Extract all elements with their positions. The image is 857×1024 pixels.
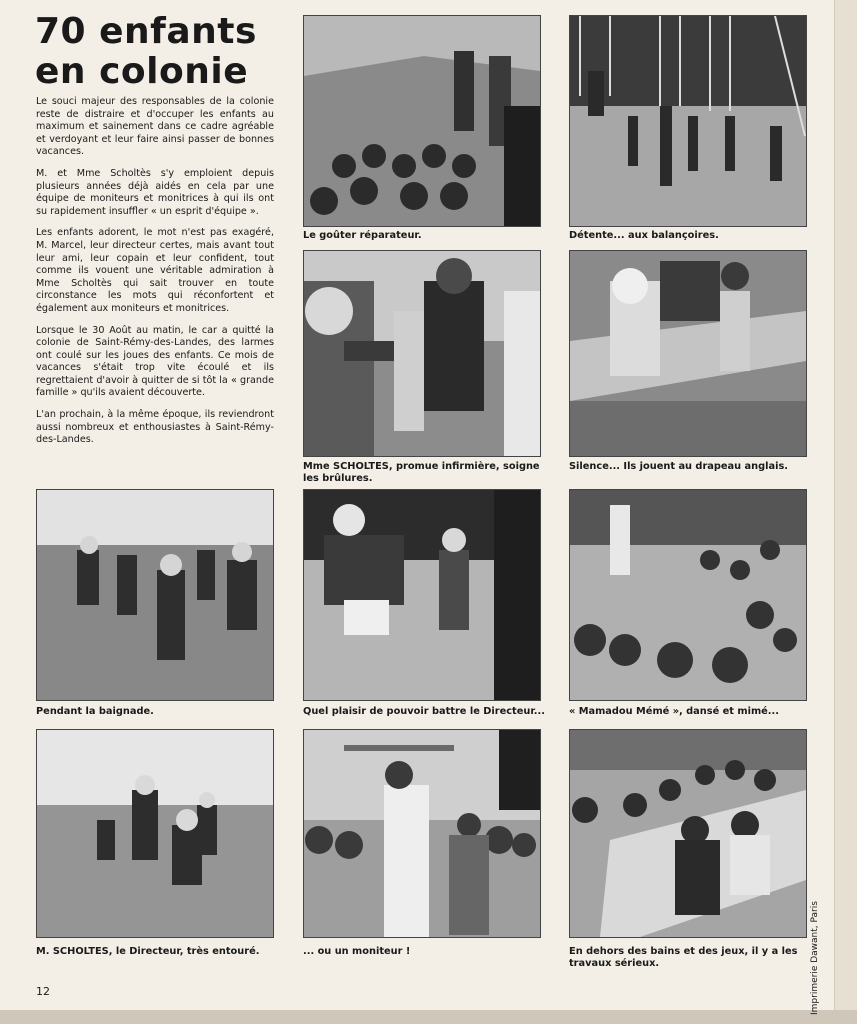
- caption-infirmiere: Mme SCHOLTES, promue infirmière, soigne les brûlures.: [303, 461, 540, 484]
- title-line-2: en colonie: [35, 51, 249, 92]
- caption-battre: Quel plaisir de pouvoir battre le Directeur...: [303, 706, 545, 717]
- photo-swimming: [36, 489, 274, 701]
- photo-flag-game: [569, 250, 807, 457]
- photo-director-sea: [36, 729, 274, 938]
- photo-dance-director: [303, 489, 541, 701]
- page-number: 12: [36, 985, 50, 998]
- article-paragraph: Le souci majeur des responsables de la colonie reste de distraire et d'occuper les enfants au maximum et sainement dans ce cadre agréable et verdoyant et leur faire ainsi passer de bonnes vacances.: [36, 96, 274, 158]
- article-paragraph: L'an prochain, à la même époque, ils reviendront aussi nombreux et enthousiastes à Saint-Rémy-des-Landes.: [36, 409, 274, 446]
- photo-swings: [569, 15, 807, 227]
- article-title: [35, 12, 285, 92]
- page-bottom-band: [0, 1010, 857, 1024]
- title-line-1: 70 enfants: [35, 11, 257, 52]
- caption-moniteur: ... ou un moniteur !: [303, 946, 411, 957]
- photo-monitor-dance: [303, 729, 541, 938]
- printer-credit: [808, 901, 822, 1015]
- article-paragraph: Les enfants adorent, le mot n'est pas exagéré, M. Marcel, leur directeur certes, mais avant tout leur ami, leur copain et leur confident, tout comme ils vouent une véritable admiration à Mme Scholtès qui sait trouver en toute circonstance les mots qui réconfortent et également aux moniteurs et monitrices.: [36, 227, 274, 314]
- caption-drapeau: Silence... Ils jouent au drapeau anglais.: [569, 461, 789, 472]
- caption-gouter: Le goûter réparateur.: [303, 230, 422, 241]
- article-body: [36, 96, 274, 456]
- article-paragraph: M. et Mme Scholtès s'y emploient depuis plusieurs années déjà aidés en cela par une équipe de moniteurs et monitrices à qui ils ont su rapidement insuffler « un esprit d'équipe ».: [36, 167, 274, 217]
- photo-snack: [303, 15, 541, 227]
- caption-balancoires: Détente... aux balançoires.: [569, 230, 719, 241]
- page-edge: [834, 0, 857, 1024]
- photo-studies: [569, 729, 807, 938]
- printer-credit-text: Imprimerie Dawant, Paris: [810, 901, 820, 1015]
- photo-mamadou-dance: [569, 489, 807, 701]
- article-paragraph: Lorsque le 30 Août au matin, le car a quitté la colonie de Saint-Rémy-des-Landes, des larmes ont coulé sur les joues des enfants. Ce mois de vacances s'était trop vite écoulé et ils regrettaient d'avoir à quitter de si tôt la « grande famille » qu'ils avaient découverte.: [36, 324, 274, 399]
- caption-scholtes: M. SCHOLTES, le Directeur, très entouré.: [36, 946, 260, 957]
- photo-nurse: [303, 250, 541, 457]
- caption-mamadou: « Mamadou Mémé », dansé et mimé...: [569, 706, 779, 717]
- caption-travaux: En dehors des bains et des jeux, il y a les travaux sérieux.: [569, 946, 798, 969]
- caption-baignade: Pendant la baignade.: [36, 706, 154, 717]
